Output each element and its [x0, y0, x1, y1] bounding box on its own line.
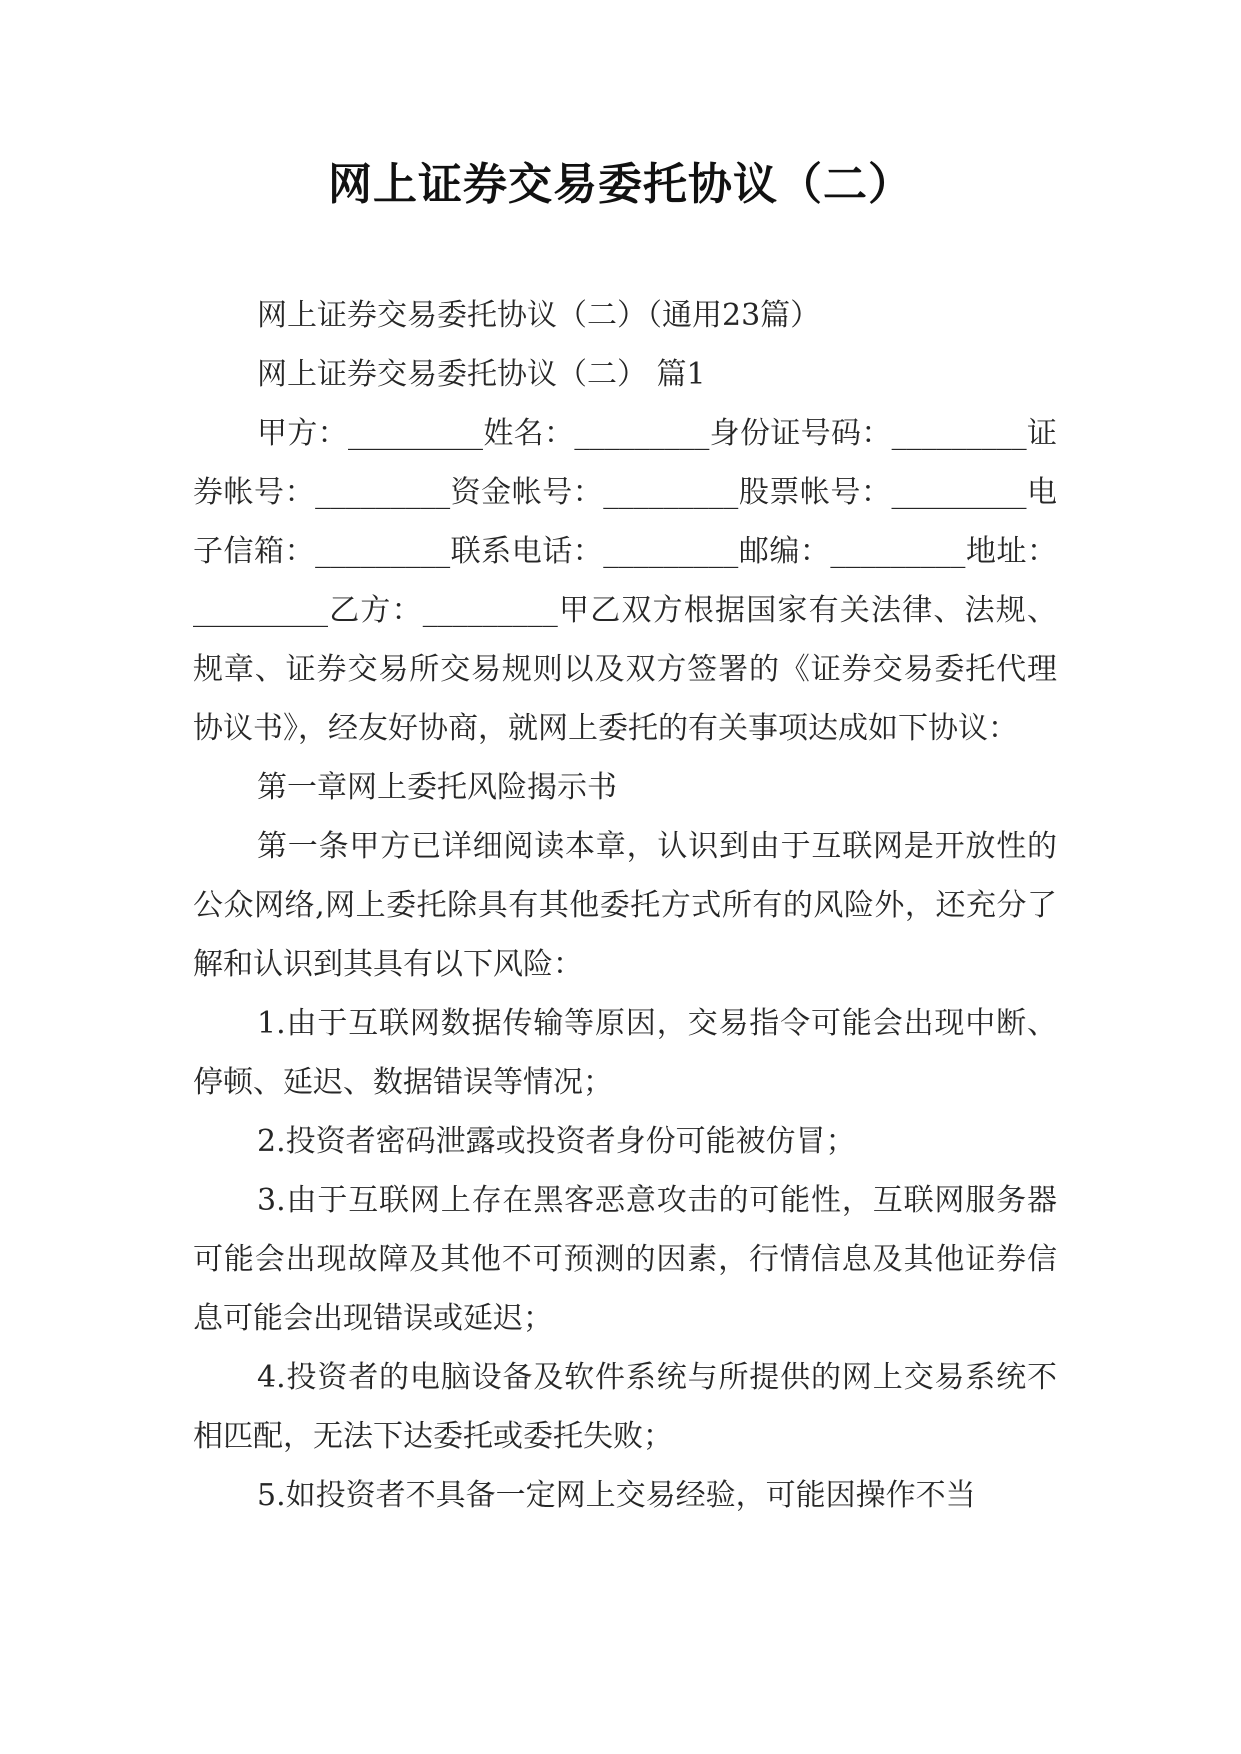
paragraph-risk-5: 5.如投资者不具备一定网上交易经验，可能因操作不当 — [257, 1478, 976, 1513]
paragraph-risk-4: 4.投资者的电脑设备及软件系统与所提供的网上交易系统不相匹配，无法下达委托或委托失败； — [193, 1360, 1057, 1454]
paragraph-risk-2: 2.投资者密码泄露或投资者身份可能被仿冒； — [257, 1124, 856, 1159]
paragraph-subtitle: 网上证券交易委托协议（二）（通用23篇） — [257, 298, 821, 333]
paragraph-risk-3: 3.由于互联网上存在黑客恶意攻击的可能性，互联网服务器可能会出现故障及其他不可预测的因素，行情信息及其他证券信息可能会出现错误或延迟； — [193, 1183, 1057, 1336]
paragraph-section-heading: 网上证券交易委托协议（二） 篇1 — [257, 357, 706, 392]
paragraph-risk-1: 1.由于互联网数据传输等原因，交易指令可能会出现中断、停顿、延迟、数据错误等情况； — [193, 1006, 1057, 1100]
document-title: 网上证券交易委托协议（二） — [328, 159, 913, 210]
paragraph-chapter-heading: 第一章网上委托风险揭示书 — [257, 770, 617, 805]
paragraph-article-1: 第一条甲方已详细阅读本章，认识到由于互联网是开放性的公众网络,网上委托除具有其他委托方式所有的风险外，还充分了解和认识到其具有以下风险： — [193, 829, 1057, 982]
document-body — [193, 286, 1057, 1525]
paragraph-parties-info: 甲方：_________姓名：_________身份证号码：_________证券帐号：_________资金帐号：_________股票帐号：_________电子信箱：_________联系电话：_________邮编：_________地址：_________乙方：_________甲乙双方根据国家有关法律、法规、规章、证券交易所交易规则以及双方签署的《证券交易委托代理协议书》，经友好协商，就网上委托的有关事项达成如下协议： — [193, 416, 1057, 746]
